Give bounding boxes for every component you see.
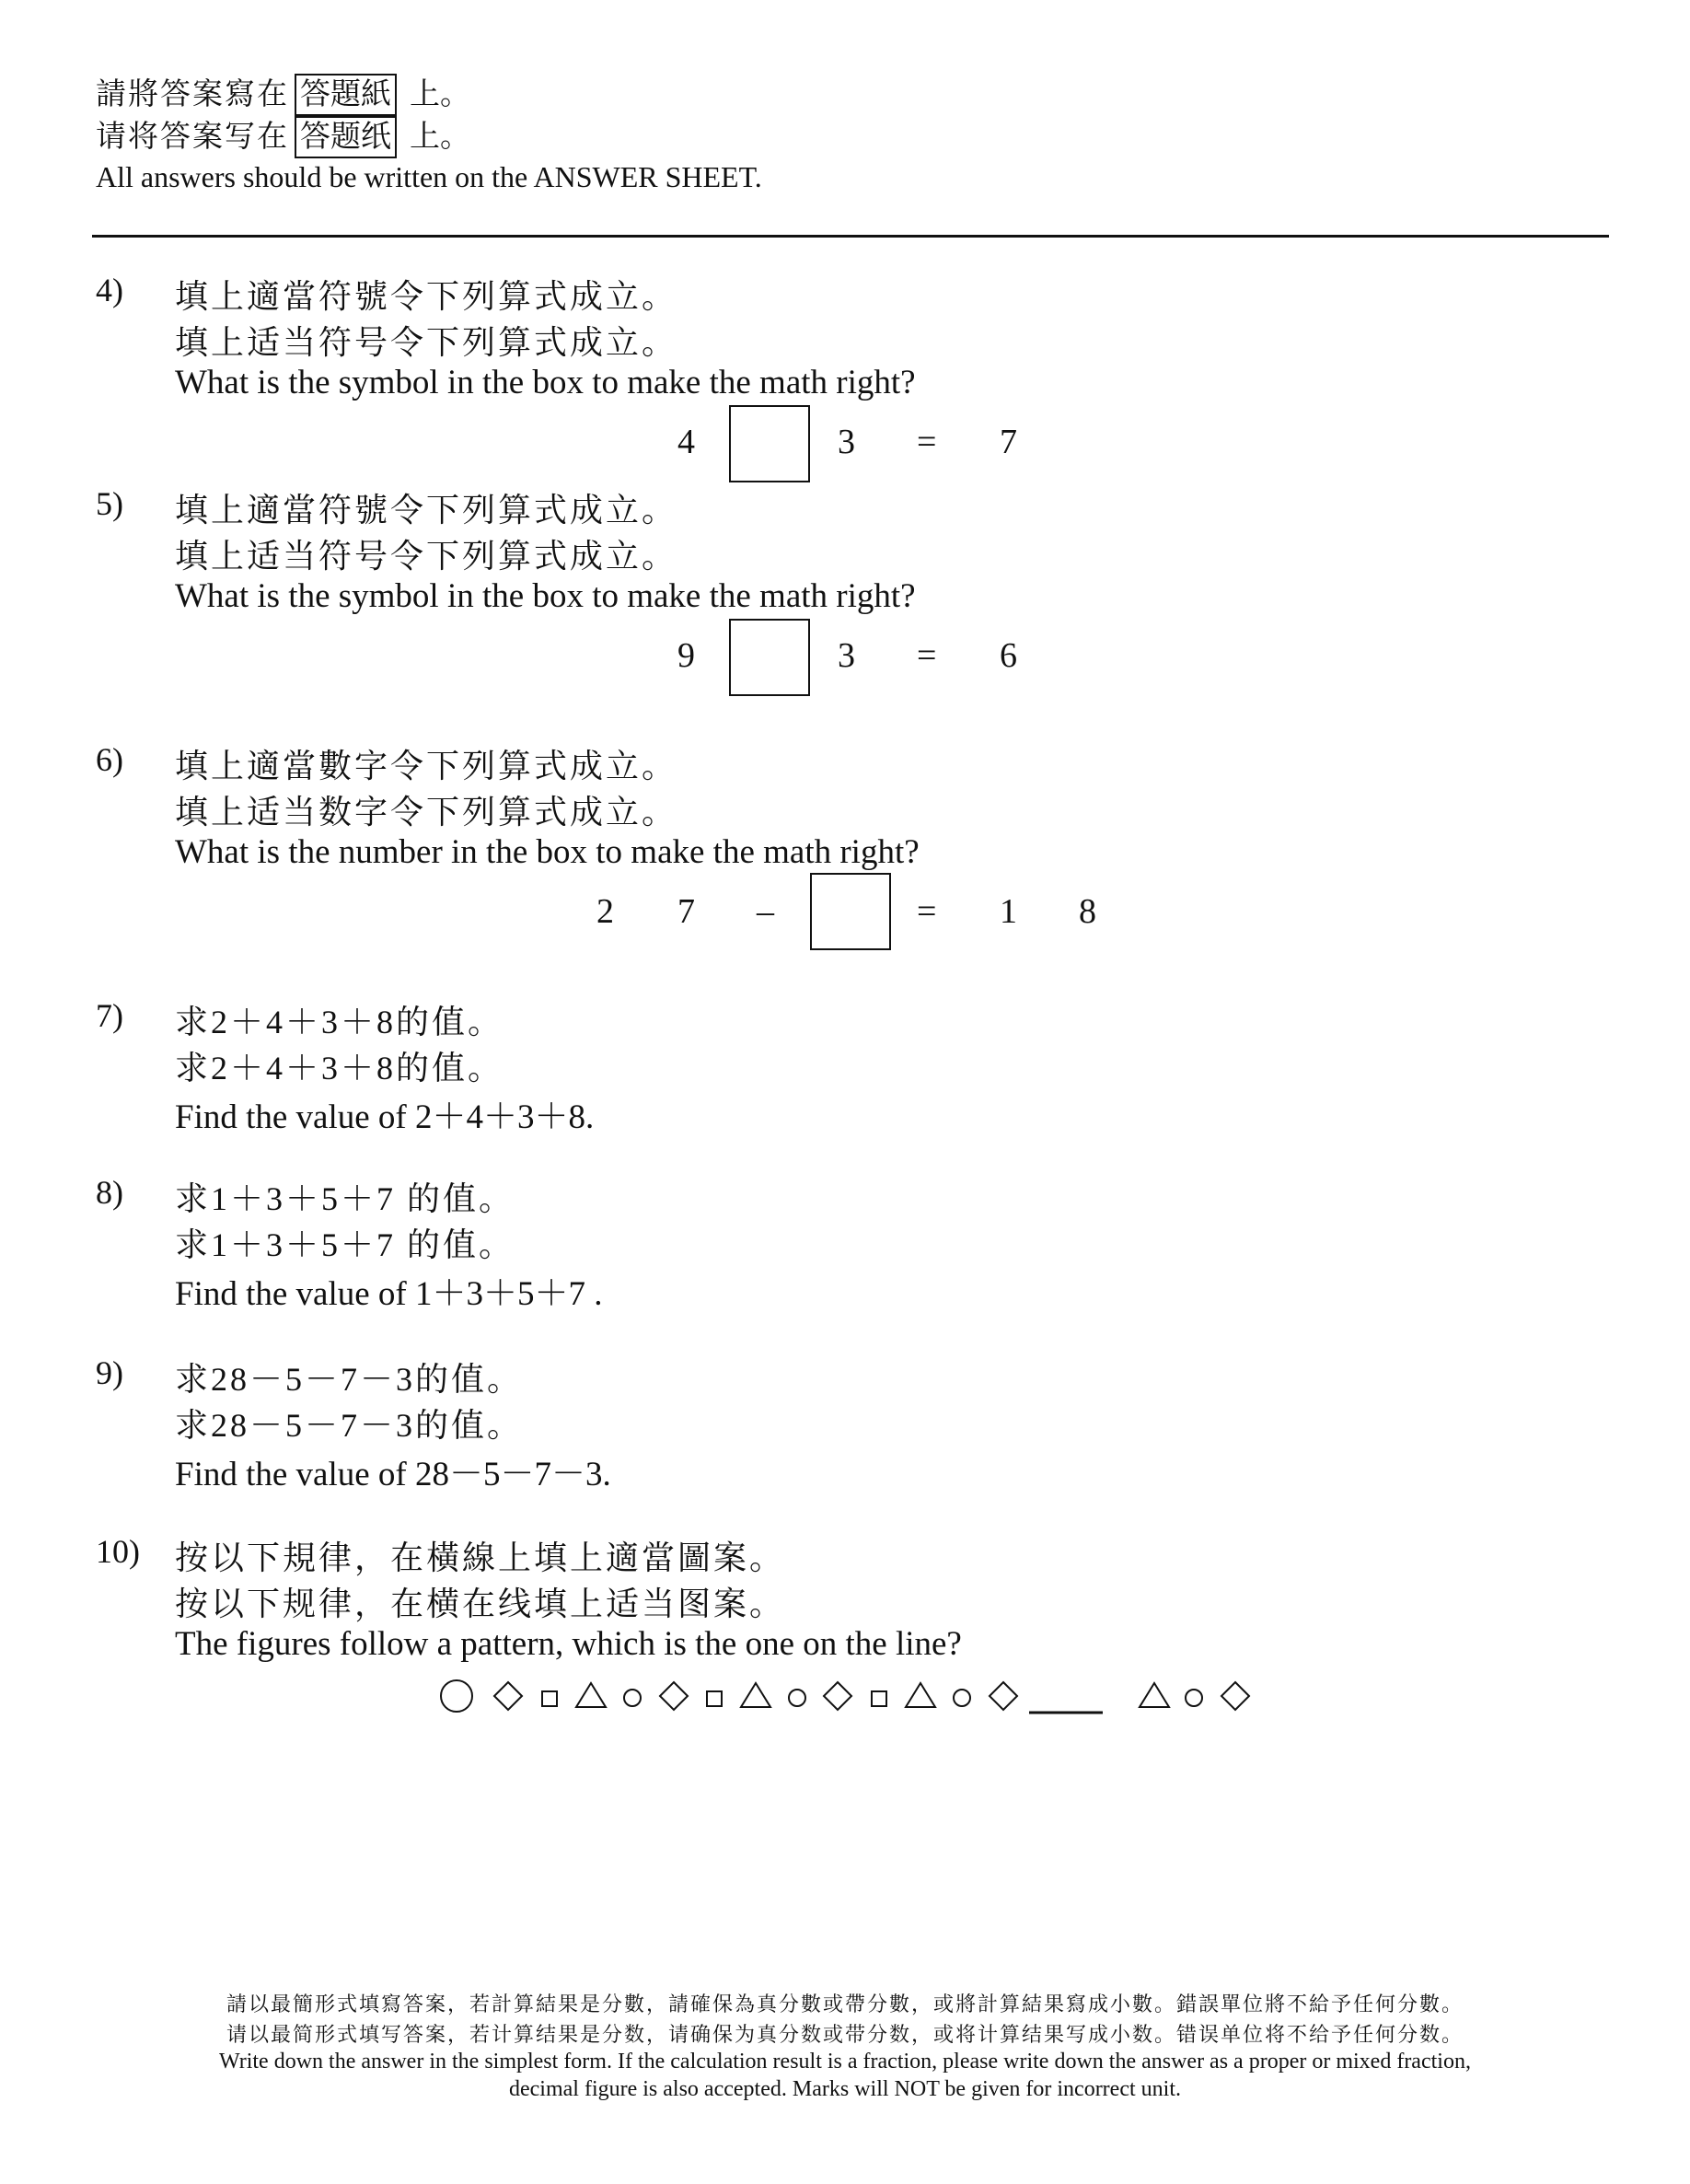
question-text-trad: 填上適當符號令下列算式成立。	[175, 278, 678, 315]
question-text-trad: 按以下規律，在橫線上填上適當圖案。	[175, 1539, 786, 1576]
equation-term: 2	[596, 892, 614, 931]
question-number: 4)	[96, 272, 123, 308]
question-number: 9)	[96, 1354, 123, 1391]
header-trad-prefix: 請將答案寫在	[96, 78, 289, 111]
footer-note-simp: 请以最简形式填写答案，若计算结果是分数，请确保为真分数或带分数，或将计算结果写成小数。错误单位将不给予任何分数。	[226, 2023, 1464, 2046]
equation-equals: =	[917, 636, 937, 675]
question-text-trad: 填上適當符號令下列算式成立。	[175, 492, 678, 529]
question-text-en: Find the value of 2＋4＋3＋8.	[175, 1098, 595, 1136]
header-divider	[92, 235, 1609, 238]
question-text-simp: 按以下规律，在横在线填上适当图案。	[175, 1586, 786, 1622]
question-text-en: What is the number in the box to make the math right?	[175, 833, 920, 871]
question-text-en: Find the value of 1＋3＋5＋7 .	[175, 1275, 603, 1313]
equation-term: 7	[677, 892, 695, 931]
question-text-en: Find the value of 28－5－7－3.	[175, 1456, 611, 1493]
pattern-diamond-icon	[990, 1682, 1017, 1710]
question-text-en: The figures follow a pattern, which is the one on the line?	[175, 1625, 962, 1663]
question-number: 7)	[96, 997, 123, 1034]
question-text-trad: 求2＋4＋3＋8的值。	[175, 1004, 504, 1040]
footer-note-en-1: Write down the answer in the simplest form. If the calculation result is a fraction, please write down the answer as a proper or mixed fraction,	[219, 2050, 1471, 2074]
header-simp-suffix: 上。	[410, 121, 470, 154]
pattern-circle-icon	[954, 1690, 970, 1706]
question-text-simp: 求2＋4＋3＋8的值。	[175, 1050, 504, 1086]
answer-blank-box	[729, 619, 810, 696]
question-text-simp: 填上适当符号令下列算式成立。	[175, 324, 678, 361]
question-number: 8)	[96, 1174, 123, 1211]
answer-blank-box	[810, 873, 891, 950]
answer-sheet-box-simp: 答题纸	[295, 116, 397, 158]
equation-equals: =	[917, 892, 937, 931]
pattern-diamond-icon	[1221, 1682, 1249, 1710]
equation-result: 8	[1079, 892, 1096, 931]
equation-term: 4	[677, 423, 695, 461]
question-text-en: What is the symbol in the box to make the math right?	[175, 577, 916, 615]
question-number: 10)	[96, 1533, 140, 1570]
header-instructions	[96, 74, 762, 195]
header-trad-line	[96, 74, 762, 116]
equation-term: 3	[838, 636, 855, 675]
question-text-trad: 求28－5－7－3的值。	[175, 1361, 524, 1398]
pattern-circle-icon	[789, 1690, 805, 1706]
header-trad-suffix: 上。	[410, 78, 470, 111]
equation-result: 7	[1000, 423, 1017, 461]
equation-result: 1	[1000, 892, 1017, 931]
header-english: All answers should be written on the ANSWER SHEET.	[96, 160, 762, 193]
pattern-circle-icon	[441, 1680, 472, 1712]
question-text-simp: 填上适当符号令下列算式成立。	[175, 538, 678, 575]
pattern-diamond-icon	[660, 1682, 688, 1710]
pattern-square-icon	[542, 1691, 557, 1706]
question-text-simp: 填上适当数字令下列算式成立。	[175, 794, 678, 831]
equation-equals: =	[917, 423, 937, 461]
question-number: 6)	[96, 741, 123, 778]
equation-result: 6	[1000, 636, 1017, 675]
header-simp-line	[96, 116, 762, 158]
question-text-trad: 填上適當數字令下列算式成立。	[175, 748, 678, 784]
question-number: 5)	[96, 485, 123, 522]
equation-minus: –	[757, 892, 774, 931]
question-text-en: What is the symbol in the box to make the math right?	[175, 364, 916, 401]
pattern-svg	[440, 1674, 1268, 1720]
figure-pattern-sequence	[440, 1674, 1268, 1720]
question-text-simp: 求1＋3＋5＋7 的值。	[175, 1226, 515, 1263]
equation-term: 9	[677, 636, 695, 675]
pattern-triangle-icon	[906, 1683, 935, 1707]
pattern-diamond-icon	[824, 1682, 851, 1710]
pattern-square-icon	[872, 1691, 886, 1706]
equation-term: 3	[838, 423, 855, 461]
answer-sheet-box-trad: 答題紙	[295, 74, 397, 116]
pattern-circle-icon	[1186, 1690, 1202, 1706]
pattern-square-icon	[707, 1691, 722, 1706]
header-simp-prefix: 请将答案写在	[96, 121, 289, 154]
pattern-triangle-icon	[1140, 1683, 1169, 1707]
footer-note-en-2: decimal figure is also accepted. Marks will NOT be given for incorrect unit.	[509, 2077, 1181, 2101]
pattern-triangle-icon	[741, 1683, 770, 1707]
question-text-simp: 求28－5－7－3的值。	[175, 1407, 524, 1444]
pattern-circle-icon	[624, 1690, 641, 1706]
pattern-diamond-icon	[494, 1682, 522, 1710]
answer-blank-box	[729, 405, 810, 482]
pattern-triangle-icon	[576, 1683, 606, 1707]
question-text-trad: 求1＋3＋5＋7 的值。	[175, 1180, 515, 1217]
footer-note-trad: 請以最簡形式填寫答案，若計算結果是分數，請確保為真分數或帶分數，或將計算結果寫成小數。錯誤單位將不給予任何分數。	[226, 1992, 1464, 2016]
